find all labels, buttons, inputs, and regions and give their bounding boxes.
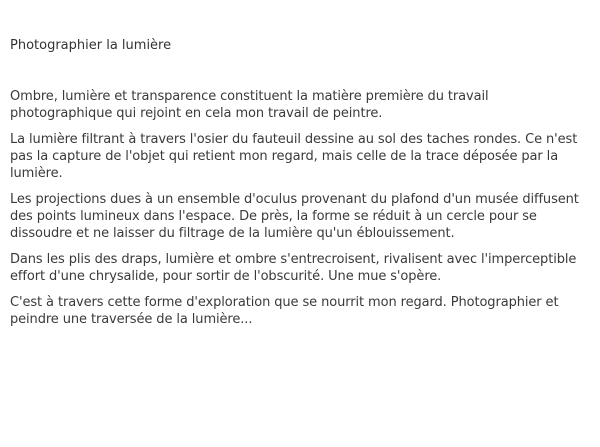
paragraph: C'est à travers cette forme d'exploration que se nourrit mon regard. Photographier et peindre une traversée de la lumière...: [10, 295, 559, 327]
paragraph: La lumière filtrant à travers l'osier du fauteuil dessine au sol des taches rondes. Ce n'est pas la capture de l'objet qui retient mon regard, mais celle de la trace déposée par la lumière.: [10, 132, 578, 181]
article-body: [10, 88, 588, 337]
paragraph: Ombre, lumière et transparence constituent la matière première du travail photographique qui rejoint en cela mon travail de peintre.: [10, 89, 489, 121]
paragraph: Les projections dues à un ensemble d'oculus provenant du plafond d'un musée diffusent des points lumineux dans l'espace. De près, la forme se réduit à un cercle pour se dissoudre et ne laisser du filtrage de la lumière qu'un éblouissement.: [10, 192, 579, 241]
paragraph: Dans les plis des draps, lumière et ombre s'entrecroisent, rivalisent avec l'imperceptible effort d'une chrysalide, pour sortir de l'obscurité. Une mue s'opère.: [10, 252, 577, 284]
page-title: Photographier la lumière: [10, 38, 172, 53]
